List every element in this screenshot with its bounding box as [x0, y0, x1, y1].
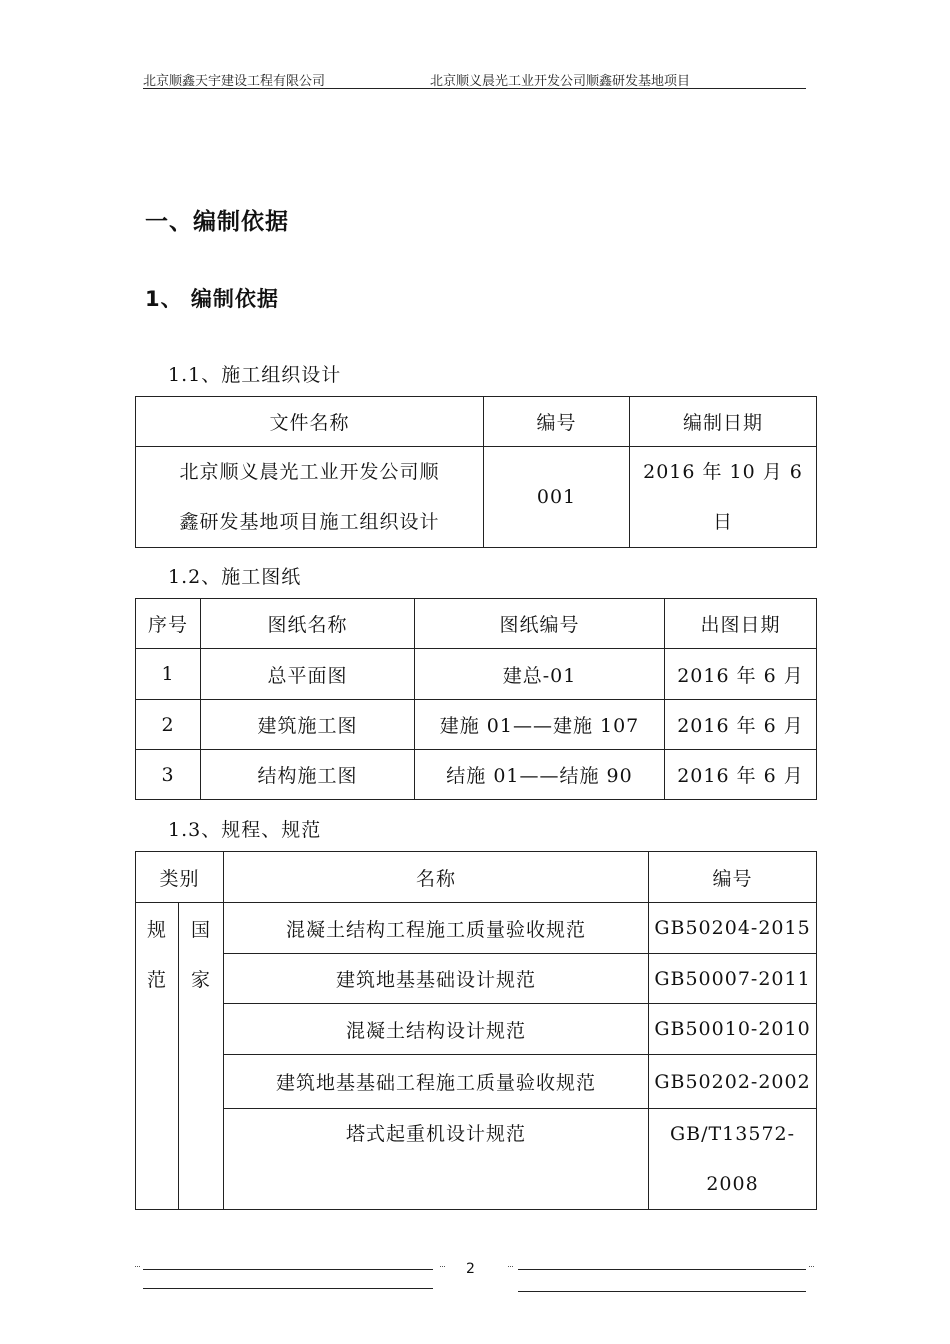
- file-date-line1: 2016 年 10 月 6: [643, 461, 803, 483]
- standard-code: GB50202-2002: [649, 1055, 817, 1109]
- table-row: [136, 954, 817, 1004]
- file-name-cell: [136, 447, 484, 548]
- file-code-cell: 001: [484, 447, 630, 548]
- table-row: [136, 1109, 817, 1210]
- th-category: 类别: [136, 852, 224, 903]
- drawings-table: [135, 598, 817, 800]
- chapter-heading: 一、编制依据: [145, 209, 289, 235]
- standard-code-line2: 2008: [706, 1173, 759, 1195]
- th-date: 编制日期: [630, 397, 817, 447]
- file-name-line1: 北京顺义晨光工业开发公司顺: [179, 461, 440, 483]
- th-no: 序号: [136, 599, 201, 649]
- row-no: 3: [136, 750, 201, 800]
- th-drawing-name: 图纸名称: [201, 599, 415, 649]
- row-no: 1: [136, 649, 201, 700]
- table-row: [136, 1055, 817, 1109]
- standard-name: 建筑地基基础设计规范: [224, 954, 649, 1004]
- subsection-1-2: 1.2、施工图纸: [168, 566, 302, 588]
- category-cell: [136, 903, 179, 1210]
- row-code: 建总-01: [415, 649, 665, 700]
- header-project: 北京顺义晨光工业开发公司顺鑫研发基地项目: [430, 74, 691, 89]
- section-heading: 1、 编制依据: [145, 287, 279, 311]
- file-name-line2: 鑫研发基地项目施工组织设计: [179, 511, 440, 533]
- subcategory-char: 家: [191, 969, 212, 991]
- category-char: 范: [146, 969, 167, 991]
- page-number: 2: [466, 1261, 475, 1277]
- row-date: 2016 年 6 月: [665, 700, 817, 750]
- standard-code: GB50010-2010: [649, 1004, 817, 1055]
- standard-code: GB50204-2015: [649, 903, 817, 954]
- standard-name: 建筑地基基础工程施工质量验收规范: [224, 1055, 649, 1109]
- table-row: [136, 1004, 817, 1055]
- footer-rule-left-top: [143, 1269, 433, 1270]
- row-date: 2016 年 6 月: [665, 750, 817, 800]
- header-company: 北京顺鑫天宇建设工程有限公司: [143, 74, 326, 89]
- standard-code: [649, 1109, 817, 1210]
- codes-standards-table: [135, 851, 817, 1210]
- subcategory-cell: [179, 903, 224, 1210]
- footer-rule-right-bottom: [518, 1291, 806, 1292]
- table-row: [136, 700, 817, 750]
- standard-code-line1: GB/T13572-: [669, 1123, 796, 1145]
- row-code: 结施 01——结施 90: [415, 750, 665, 800]
- row-name: 总平面图: [201, 649, 415, 700]
- subcategory-char: 国: [191, 919, 212, 941]
- standard-name: 塔式起重机设计规范: [224, 1109, 649, 1210]
- construction-design-table: [135, 396, 817, 548]
- standard-name: 混凝土结构工程施工质量验收规范: [224, 903, 649, 954]
- footer-dot-right: [809, 1266, 814, 1272]
- th-file-name: 文件名称: [136, 397, 484, 447]
- row-no: 2: [136, 700, 201, 750]
- row-code: 建施 01——建施 107: [415, 700, 665, 750]
- footer-rule-right-top: [518, 1269, 806, 1270]
- th-issue-date: 出图日期: [665, 599, 817, 649]
- row-date: 2016 年 6 月: [665, 649, 817, 700]
- file-date-cell: [630, 447, 817, 548]
- table-row: [136, 903, 817, 954]
- footer-dot-left: [135, 1266, 140, 1272]
- th-standard-name: 名称: [224, 852, 649, 903]
- subsection-1-1: 1.1、施工组织设计: [168, 364, 342, 386]
- th-drawing-code: 图纸编号: [415, 599, 665, 649]
- th-standard-code: 编号: [649, 852, 817, 903]
- page-header: [143, 70, 806, 89]
- standard-code: GB50007-2011: [649, 954, 817, 1004]
- file-date-line2: 日: [712, 511, 733, 533]
- standard-name: 混凝土结构设计规范: [224, 1004, 649, 1055]
- footer-rule-left-bottom: [143, 1288, 433, 1289]
- row-name: 建筑施工图: [201, 700, 415, 750]
- table-row: [136, 649, 817, 700]
- subsection-1-3: 1.3、规程、规范: [168, 819, 322, 841]
- footer-dot-mid-right: [508, 1266, 513, 1272]
- table-row: [136, 750, 817, 800]
- category-char: 规: [146, 919, 167, 941]
- row-name: 结构施工图: [201, 750, 415, 800]
- th-code: 编号: [484, 397, 630, 447]
- footer-dot-mid-left: [440, 1266, 445, 1272]
